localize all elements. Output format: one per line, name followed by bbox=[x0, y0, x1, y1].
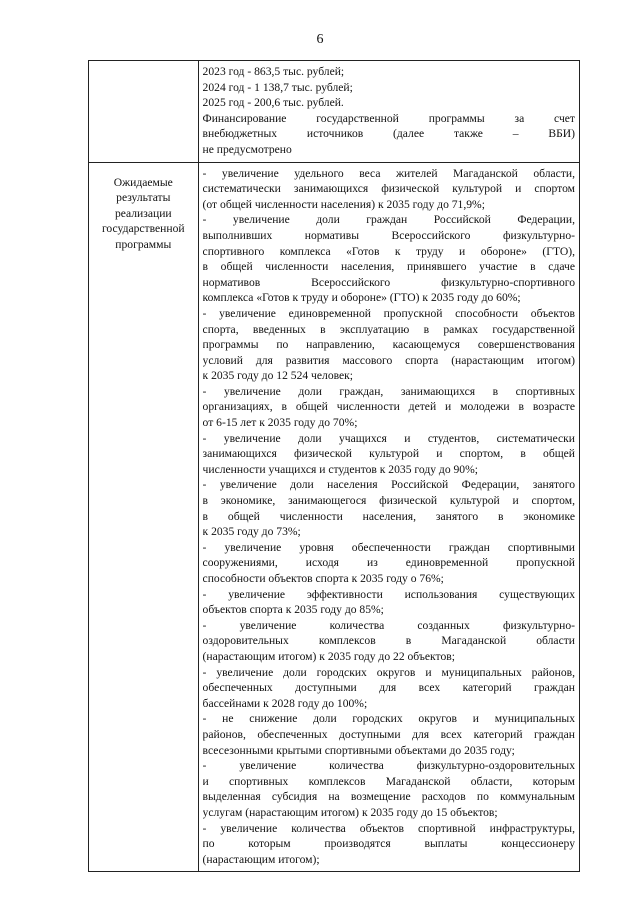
financing-note-line: Финансирование государственной программы за счет bbox=[202, 111, 575, 125]
result-item bbox=[203, 540, 575, 587]
result-item-line: районов, обеспеченных доступными для всех категорий граждан bbox=[202, 727, 575, 741]
result-item-line: условий для развития массового спорта (нарастающим итогом) bbox=[202, 353, 575, 367]
results-row bbox=[89, 162, 580, 872]
result-item-line: (от общей численности населения) к 2035 году до 71,9%; bbox=[202, 197, 485, 211]
result-item bbox=[203, 821, 575, 868]
result-item bbox=[203, 212, 575, 306]
financing-line-2025: 2025 год - 200,6 тыс. рублей. bbox=[202, 96, 344, 110]
result-item-line: - увеличение единовременной пропускной способности объектов bbox=[202, 306, 575, 320]
result-item-line: к 2035 году до 12 524 человек; bbox=[202, 369, 354, 383]
result-item bbox=[203, 166, 575, 213]
results-label-line: программы bbox=[115, 237, 172, 251]
results-label-cell bbox=[89, 162, 199, 872]
result-item-line: бассейнами к 2028 году до 100%; bbox=[202, 696, 368, 710]
result-item bbox=[203, 618, 575, 665]
result-item-line: - увеличение удельного веса жителей Магаданской области, bbox=[202, 166, 575, 180]
result-item bbox=[203, 477, 575, 539]
result-item bbox=[203, 665, 575, 712]
result-item-line: в общей численности населения, принявшего участие в сдаче bbox=[202, 260, 575, 274]
result-item-line: - увеличение доли городских округов и муниципальных районов, bbox=[202, 665, 575, 679]
result-item-line: (нарастающим итогом) к 2035 году до 22 объектов; bbox=[202, 649, 455, 663]
result-item-line: - увеличение эффективности использования существующих bbox=[202, 587, 575, 601]
result-item-line: обеспеченных доступными для всех категорий граждан bbox=[202, 681, 575, 695]
result-item-line: организациях, в общей численности детей и молодежи в возрасте bbox=[202, 400, 575, 414]
financing-label-cell bbox=[89, 61, 199, 163]
result-item-line: и спортивных комплексов Магаданской области, которым bbox=[202, 774, 575, 788]
financing-note-line: внебюджетных источников (далее также – ВБИ) bbox=[202, 127, 575, 141]
result-item bbox=[203, 587, 575, 618]
results-label-line: результаты bbox=[116, 191, 171, 205]
result-item-line: к 2035 году до 73%; bbox=[202, 525, 301, 539]
result-item-line: выполнивших нормативы Всероссийского физкультурно- bbox=[202, 228, 575, 242]
results-label-line: государственной bbox=[101, 222, 185, 236]
result-item-line: систематически занимающихся физической культурой и спортом bbox=[202, 182, 575, 196]
result-item-line: - увеличение доли учащихся и студентов, систематически bbox=[202, 431, 575, 445]
result-item-line: занимающихся физической культурой и спортом, в общей bbox=[202, 447, 575, 461]
result-item-line: - увеличение уровня обеспеченности граждан спортивными bbox=[202, 540, 575, 554]
result-item-line: способности объектов спорта к 2035 году о 76%; bbox=[202, 572, 444, 585]
financing-row bbox=[89, 61, 580, 163]
result-item-line: всесезонными крытыми спортивными объектами до 2035 году; bbox=[202, 743, 515, 757]
result-item-line: - не снижение доли городских округов и муниципальных bbox=[202, 712, 575, 726]
result-item-line: - увеличение количества физкультурно-оздоровительных bbox=[202, 759, 575, 773]
results-label-line: реализации bbox=[114, 206, 172, 220]
result-item bbox=[203, 306, 575, 384]
results-cell bbox=[198, 162, 579, 872]
result-item-line: от 6-15 лет к 2035 году до 70%; bbox=[202, 416, 358, 430]
results-label-line: Ожидаемые bbox=[113, 175, 173, 189]
result-item-line: выделенная субсидия на возмещение расходов по коммунальным bbox=[202, 790, 575, 804]
result-item-line: нормативов Всероссийского физкультурно-спортивного bbox=[202, 275, 575, 289]
financing-line-2024: 2024 год - 1 138,7 тыс. рублей; bbox=[202, 80, 353, 94]
result-item-line: услугам (нарастающим итогом) к 2035 году до 15 объектов; bbox=[202, 805, 498, 819]
result-item-line: численности учащихся и студентов к 2035 году до 90%; bbox=[202, 462, 478, 476]
result-item-line: (нарастающим итогом); bbox=[202, 852, 320, 866]
financing-cell bbox=[198, 61, 579, 163]
financing-note-line: не предусмотрено bbox=[202, 142, 292, 156]
result-item-line: комплекса «Готов к труду и обороне» (ГТО) к 2035 году до 60%; bbox=[202, 291, 521, 305]
result-item-line: - увеличение количества созданных физкультурно- bbox=[202, 618, 575, 632]
result-item-line: спорта, введенных в эксплуатацию в рамках государственной bbox=[202, 322, 575, 336]
financing-line-2023: 2023 год - 863,5 тыс. рублей; bbox=[202, 65, 345, 78]
result-item-line: в экономике, занимающегося физической культурой и спортом, bbox=[202, 494, 575, 508]
result-item-line: - увеличение количества объектов спортивной инфраструктуры, bbox=[202, 821, 575, 835]
result-item bbox=[203, 384, 575, 431]
result-item-line: спортивного комплекса «Готов к труду и обороне» (ГТО), bbox=[202, 244, 575, 258]
result-item-line: программы по направлению, касающемуся совершенствования bbox=[202, 338, 575, 352]
result-item-line: сооружениями, исходя из единовременной пропускной bbox=[202, 556, 575, 570]
result-item bbox=[203, 711, 575, 758]
result-item-line: по которым производятся выплаты концессионеру bbox=[202, 837, 575, 851]
result-item-line: - увеличение доли граждан Российской Федерации, bbox=[202, 213, 575, 227]
result-item-line: объектов спорта к 2035 году до 85%; bbox=[202, 603, 384, 617]
page-number: 6 bbox=[316, 32, 324, 47]
result-item-line: - увеличение доли граждан, занимающихся в спортивных bbox=[202, 384, 575, 398]
result-item-line: - увеличение доли населения Российской Федерации, занятого bbox=[202, 478, 575, 492]
result-item-line: в общей численности населения, занятого в экономике bbox=[202, 509, 575, 523]
result-item-line: оздоровительных комплексов в Магаданской области bbox=[202, 634, 575, 648]
result-item bbox=[203, 431, 575, 478]
results-list bbox=[203, 166, 575, 868]
result-item bbox=[203, 758, 575, 820]
program-passport-table bbox=[88, 60, 580, 872]
